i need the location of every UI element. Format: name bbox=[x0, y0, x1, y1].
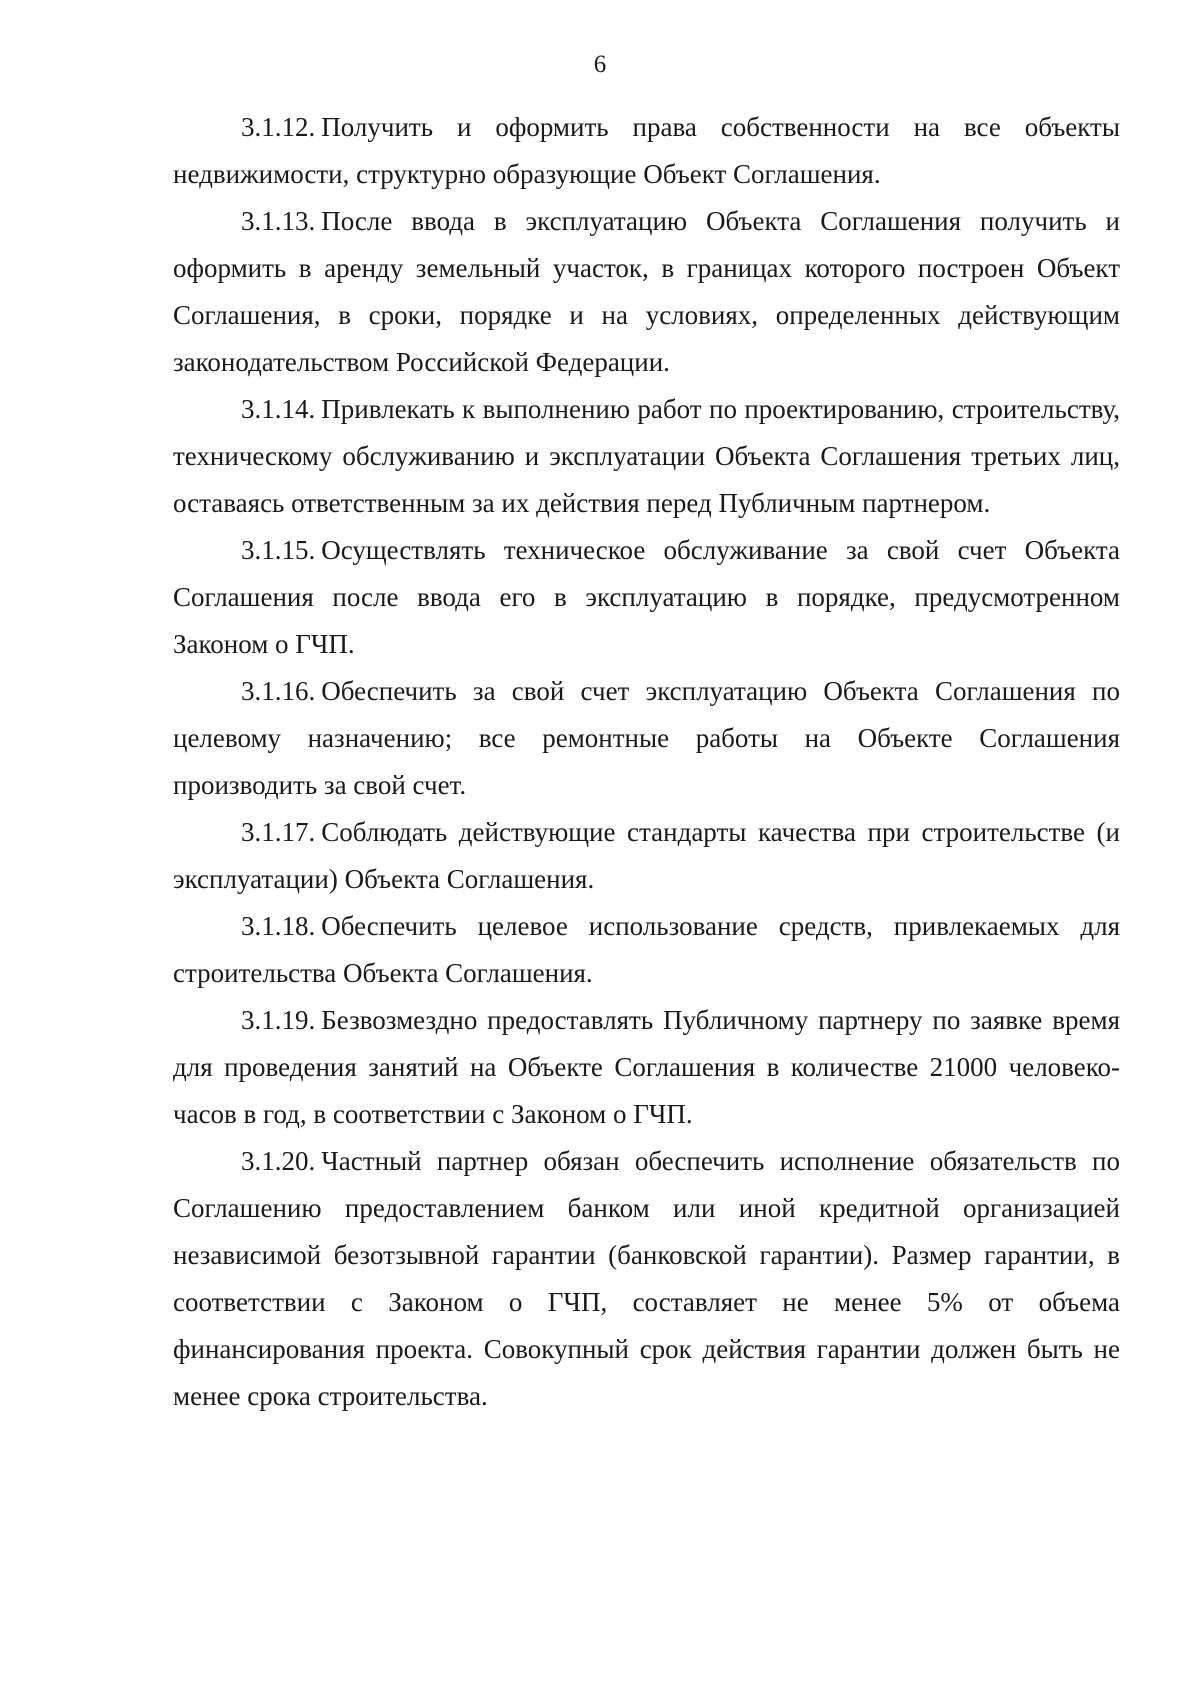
clause-text: Привлекать к выполнению работ по проектированию, строительству, техническому обслуживанию и эксплуатации Объекта Соглашения третьих лиц, оставаясь ответственным за их действия перед Публичным партнером. bbox=[173, 394, 1120, 518]
clause-number: 3.1.13. bbox=[241, 206, 316, 236]
clause-number: 3.1.15. bbox=[241, 535, 316, 565]
clause-number: 3.1.19. bbox=[241, 1005, 316, 1035]
page-number: 6 bbox=[593, 51, 607, 78]
clause-3-1-20 bbox=[173, 1138, 1120, 1420]
clause-number: 3.1.12. bbox=[241, 112, 316, 142]
clause-text: Обеспечить целевое использование средств, привлекаемых для строительства Объекта Соглашения. bbox=[173, 911, 1120, 988]
clause-text: Частный партнер обязан обеспечить исполнение обязательств по Соглашению предоставлением банком или иной кредитной организацией независимой безотзывной гарантии (банковской гарантии). Размер гарантии, в соответствии с Законом о ГЧП, составляет не менее 5% от объема финансирования проекта. Совокупный срок действия гарантии должен быть не менее срока строительства. bbox=[173, 1146, 1120, 1411]
clause-3-1-14 bbox=[173, 386, 1120, 527]
clause-number: 3.1.18. bbox=[241, 911, 316, 941]
clause-3-1-18 bbox=[173, 903, 1120, 997]
clause-number: 3.1.14. bbox=[241, 394, 316, 424]
clause-3-1-12 bbox=[173, 104, 1120, 198]
document-body bbox=[173, 104, 1120, 1420]
clause-number: 3.1.17. bbox=[241, 817, 316, 847]
clause-text: Осуществлять техническое обслуживание за свой счет Объекта Соглашения после ввода его в эксплуатацию в порядке, предусмотренном Законом о ГЧП. bbox=[173, 535, 1120, 659]
clause-3-1-15 bbox=[173, 527, 1120, 668]
clause-text: Соблюдать действующие стандарты качества при строительстве (и эксплуатации) Объекта Соглашения. bbox=[173, 817, 1120, 894]
clause-text: Обеспечить за свой счет эксплуатацию Объекта Соглашения по целевому назначению; все ремонтные работы на Объекте Соглашения производить за свой счет. bbox=[173, 676, 1120, 800]
clause-text: Безвозмездно предоставлять Публичному партнеру по заявке время для проведения занятий на Объекте Соглашения в количестве 21000 человеко-часов в год, в соответствии с Законом о ГЧП. bbox=[173, 1005, 1120, 1129]
clause-3-1-13 bbox=[173, 198, 1120, 386]
clause-number: 3.1.16. bbox=[241, 676, 316, 706]
clause-3-1-17 bbox=[173, 809, 1120, 903]
clause-text: Получить и оформить права собственности на все объекты недвижимости, структурно образующие Объект Соглашения. bbox=[173, 112, 1120, 189]
clause-text: После ввода в эксплуатацию Объекта Соглашения получить и оформить в аренду земельный участок, в границах которого построен Объект Соглашения, в сроки, порядке и на условиях, определенных действующим законодательством Российской Федерации. bbox=[173, 206, 1120, 377]
clause-3-1-16 bbox=[173, 668, 1120, 809]
clause-number: 3.1.20. bbox=[241, 1146, 316, 1176]
clause-3-1-19 bbox=[173, 997, 1120, 1138]
